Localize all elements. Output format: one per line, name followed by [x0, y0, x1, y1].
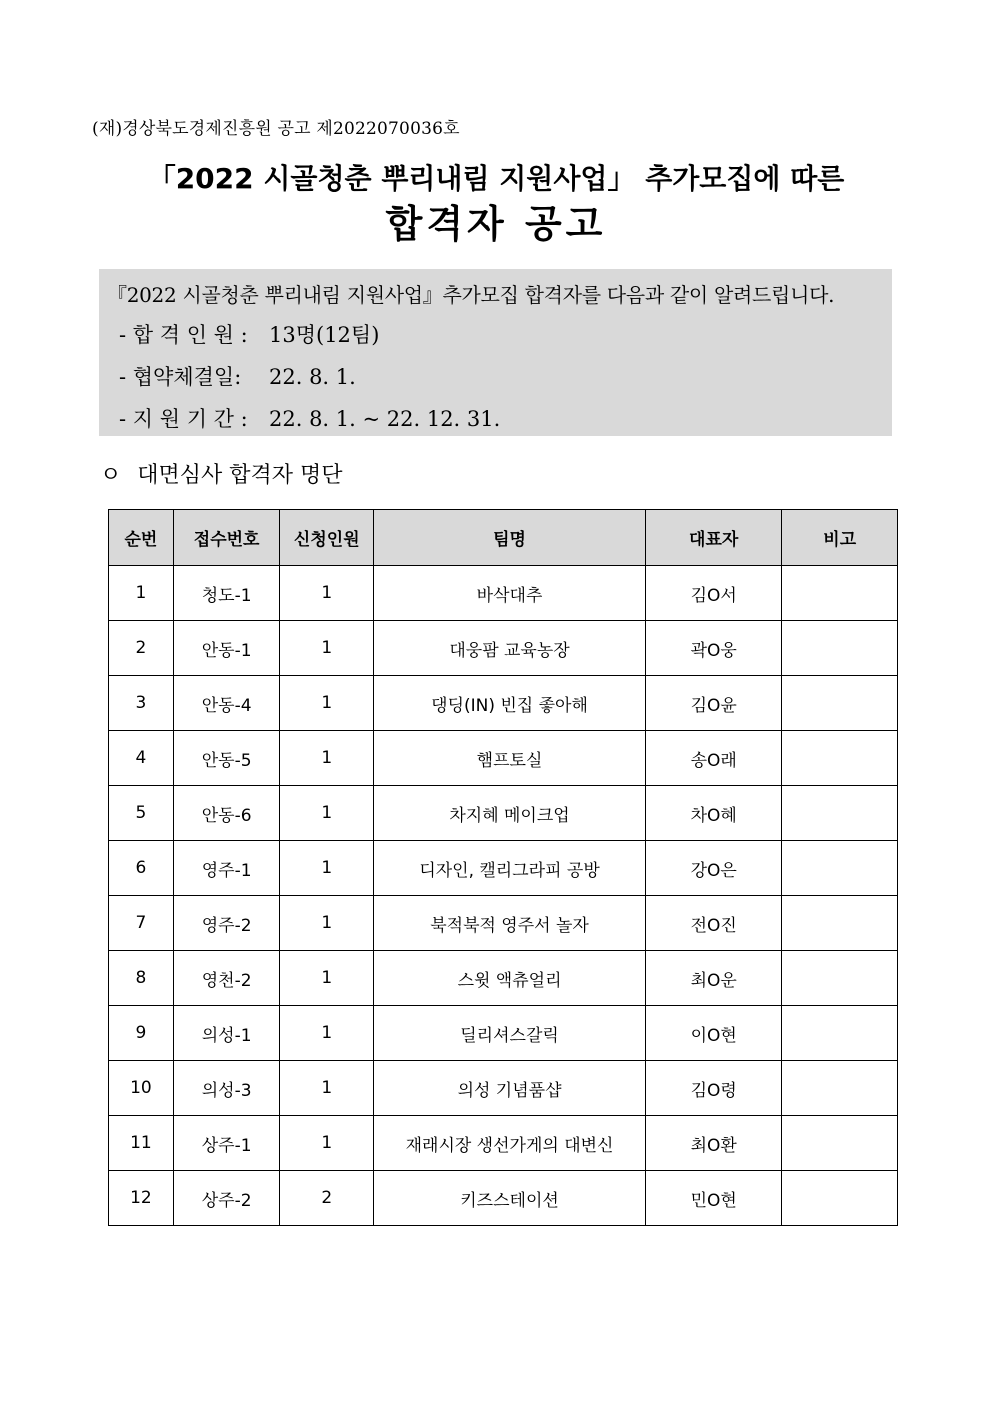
- cell-representative: 송O래: [645, 731, 781, 786]
- cell-representative: 강O은: [645, 841, 781, 896]
- header-remarks: 비고: [782, 510, 898, 566]
- cell-team-name: 대웅팜 교육농장: [374, 621, 646, 676]
- header-team-name: 팀명: [374, 510, 646, 566]
- cell-registration-number: 영천-2: [173, 951, 280, 1006]
- cell-team-name: 바삭대추: [374, 566, 646, 621]
- section-heading: [100, 458, 343, 489]
- cell-no: 10: [109, 1061, 174, 1116]
- cell-team-name: 북적북적 영주서 놀자: [374, 896, 646, 951]
- cell-registration-number: 의성-3: [173, 1061, 280, 1116]
- cell-registration-number: 안동-5: [173, 731, 280, 786]
- info-label: - 합 격 인 원 :: [119, 323, 248, 347]
- cell-applicant-count: 2: [280, 1171, 374, 1226]
- cell-remarks: [782, 841, 898, 896]
- cell-registration-number: 청도-1: [173, 566, 280, 621]
- cell-remarks: [782, 786, 898, 841]
- cell-remarks: [782, 1116, 898, 1171]
- table-header-row: [109, 510, 898, 566]
- cell-remarks: [782, 1061, 898, 1116]
- table-row: [109, 1116, 898, 1171]
- cell-remarks: [782, 896, 898, 951]
- cell-team-name: 스윗 액츄얼리: [374, 951, 646, 1006]
- cell-representative: 김O령: [645, 1061, 781, 1116]
- cell-representative: 김O서: [645, 566, 781, 621]
- cell-applicant-count: 1: [280, 1006, 374, 1061]
- cell-team-name: 의성 기념품샵: [374, 1061, 646, 1116]
- cell-no: 2: [109, 621, 174, 676]
- bullet-icon: ㅇ: [100, 463, 122, 488]
- cell-team-name: 키즈스테이션: [374, 1171, 646, 1226]
- cell-registration-number: 상주-2: [173, 1171, 280, 1226]
- cell-team-name: 댕딩(IN) 빈집 좋아해: [374, 676, 646, 731]
- cell-representative: 민O현: [645, 1171, 781, 1226]
- cell-representative: 이O현: [645, 1006, 781, 1061]
- cell-remarks: [782, 731, 898, 786]
- table-row: [109, 676, 898, 731]
- cell-remarks: [782, 566, 898, 621]
- cell-applicant-count: 1: [280, 896, 374, 951]
- cell-no: 5: [109, 786, 174, 841]
- announcement-title: 「2022 시골청춘 뿌리내림 지원사업」 추가모집에 따른: [147, 162, 845, 195]
- cell-registration-number: 안동-4: [173, 676, 280, 731]
- cell-no: 12: [109, 1171, 174, 1226]
- cell-applicant-count: 1: [280, 951, 374, 1006]
- cell-representative: 김O윤: [645, 676, 781, 731]
- cell-registration-number: 안동-6: [173, 786, 280, 841]
- info-row-support-period: [119, 403, 500, 433]
- info-intro: 『2022 시골청춘 뿌리내림 지원사업』추가모집 합격자를 다음과 같이 알려드립니다.: [107, 283, 835, 307]
- table-row: [109, 621, 898, 676]
- cell-registration-number: 안동-1: [173, 621, 280, 676]
- header-registration-number: 접수번호: [173, 510, 280, 566]
- cell-representative: 최O운: [645, 951, 781, 1006]
- table-row: [109, 731, 898, 786]
- cell-representative: 전O진: [645, 896, 781, 951]
- cell-applicant-count: 1: [280, 676, 374, 731]
- header-representative: 대표자: [645, 510, 781, 566]
- cell-no: 8: [109, 951, 174, 1006]
- table-row: [109, 841, 898, 896]
- announcement-subtitle: 합격자 공고: [385, 202, 607, 246]
- cell-representative: 곽O웅: [645, 621, 781, 676]
- cell-registration-number: 상주-1: [173, 1116, 280, 1171]
- info-value: 22. 8. 1.: [269, 365, 356, 389]
- cell-applicant-count: 1: [280, 1061, 374, 1116]
- cell-remarks: [782, 621, 898, 676]
- cell-no: 4: [109, 731, 174, 786]
- cell-no: 6: [109, 841, 174, 896]
- cell-remarks: [782, 676, 898, 731]
- header-applicant-count: 신청인원: [280, 510, 374, 566]
- table-row: [109, 1061, 898, 1116]
- cell-team-name: 햄프토실: [374, 731, 646, 786]
- cell-applicant-count: 1: [280, 1116, 374, 1171]
- section-heading-text: 대면심사 합격자 명단: [137, 463, 343, 488]
- table-row: [109, 1171, 898, 1226]
- cell-team-name: 디자인, 캘리그라피 공방: [374, 841, 646, 896]
- info-box: [99, 269, 892, 436]
- result-table: [108, 509, 898, 1226]
- info-label: - 협약체결일:: [119, 365, 242, 389]
- cell-remarks: [782, 951, 898, 1006]
- cell-team-name: 차지혜 메이크업: [374, 786, 646, 841]
- table-row: [109, 951, 898, 1006]
- cell-no: 11: [109, 1116, 174, 1171]
- cell-no: 3: [109, 676, 174, 731]
- cell-no: 9: [109, 1006, 174, 1061]
- table-row: [109, 566, 898, 621]
- notice-number: (재)경상북도경제진흥원 공고 제2022070036호: [92, 119, 460, 139]
- cell-applicant-count: 1: [280, 841, 374, 896]
- cell-representative: 차O혜: [645, 786, 781, 841]
- info-row-headcount: [119, 319, 379, 349]
- cell-no: 7: [109, 896, 174, 951]
- cell-remarks: [782, 1171, 898, 1226]
- info-value: 13명(12팀): [269, 323, 380, 347]
- cell-registration-number: 의성-1: [173, 1006, 280, 1061]
- cell-applicant-count: 1: [280, 786, 374, 841]
- cell-remarks: [782, 1006, 898, 1061]
- cell-applicant-count: 1: [280, 731, 374, 786]
- cell-team-name: 딜리셔스갈릭: [374, 1006, 646, 1061]
- info-value: 22. 8. 1. ~ 22. 12. 31.: [269, 407, 501, 431]
- cell-registration-number: 영주-2: [173, 896, 280, 951]
- cell-applicant-count: 1: [280, 566, 374, 621]
- table-row: [109, 896, 898, 951]
- info-label: - 지 원 기 간 :: [119, 407, 248, 431]
- cell-no: 1: [109, 566, 174, 621]
- cell-applicant-count: 1: [280, 621, 374, 676]
- table-row: [109, 1006, 898, 1061]
- header-no: 순번: [109, 510, 174, 566]
- table-row: [109, 786, 898, 841]
- cell-team-name: 재래시장 생선가게의 대변신: [374, 1116, 646, 1171]
- info-row-contract-date: [119, 361, 356, 391]
- cell-registration-number: 영주-1: [173, 841, 280, 896]
- cell-representative: 최O환: [645, 1116, 781, 1171]
